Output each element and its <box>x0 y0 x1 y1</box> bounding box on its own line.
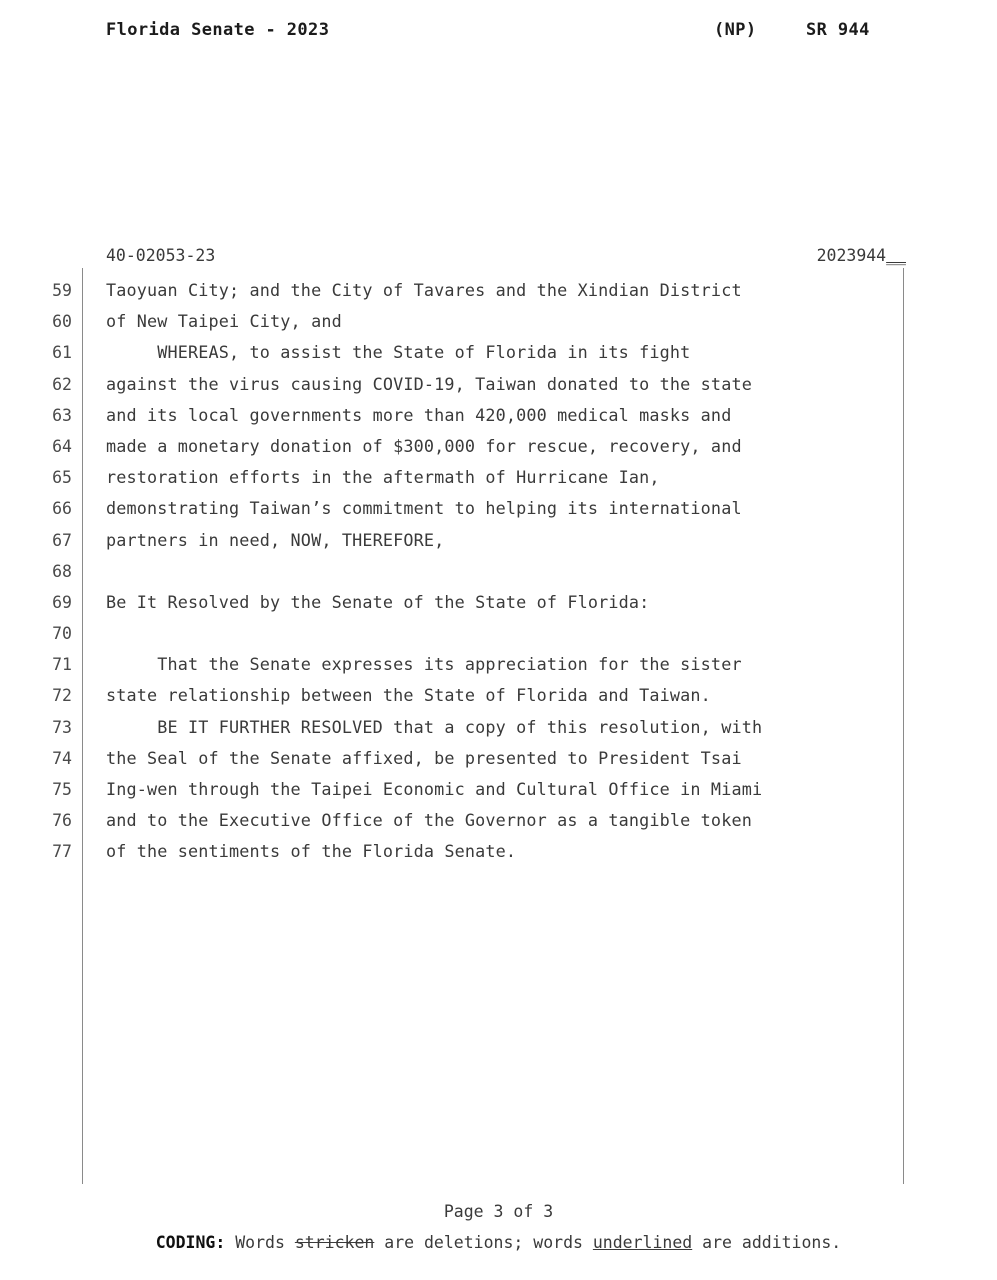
line-text: demonstrating Taiwan’s commitment to helping its international <box>106 498 742 519</box>
bill-id-row <box>106 246 906 270</box>
line-text: of the sentiments of the Florida Senate. <box>106 841 517 862</box>
line-number: 62 <box>52 374 72 394</box>
coding-legend-part3: are additions. <box>692 1233 842 1252</box>
line-number: 61 <box>52 343 72 363</box>
line-row <box>0 618 997 649</box>
line-number: 60 <box>52 312 72 332</box>
line-text: partners in need, NOW, THEREFORE, <box>106 529 445 550</box>
line-number: 77 <box>52 842 72 862</box>
resolution-body <box>0 275 997 868</box>
line-text: against the virus causing COVID-19, Taiwan donated to the state <box>106 373 752 394</box>
line-row <box>0 743 997 774</box>
line-row <box>0 275 997 306</box>
line-text: of New Taipei City, and <box>106 311 342 332</box>
line-text: Ing-wen through the Taipei Economic and Cultural Office in Miami <box>106 779 763 799</box>
line-number: 74 <box>52 748 72 768</box>
line-text: made a monetary donation of $300,000 for rescue, recovery, and <box>106 435 742 456</box>
coding-legend-underlined-sample: underlined <box>592 1233 693 1252</box>
line-text: restoration efforts in the aftermath of Hurricane Ian, <box>106 467 660 488</box>
line-row <box>0 836 997 867</box>
line-number: 71 <box>52 655 72 675</box>
coding-legend-part1: Words <box>225 1233 295 1252</box>
line-number: 72 <box>52 686 72 706</box>
bill-filing-number <box>817 246 906 265</box>
line-number: 69 <box>52 592 72 612</box>
line-row <box>0 774 997 805</box>
line-text: and to the Executive Office of the Governor as a tangible token <box>106 810 752 831</box>
header-bill-number: SR 944 <box>806 20 870 40</box>
line-number: 73 <box>52 717 72 737</box>
line-text: Be It Resolved by the Senate of the State of Florida: <box>106 591 650 612</box>
line-row <box>0 431 997 462</box>
line-text: and its local governments more than 420,000 medical masks and <box>106 404 732 425</box>
line-number: 59 <box>52 281 72 300</box>
line-number: 75 <box>52 780 72 799</box>
coding-legend <box>0 1233 997 1252</box>
line-row <box>0 587 997 618</box>
header-chamber-year: Florida Senate - 2023 <box>106 20 330 40</box>
line-row <box>0 462 997 493</box>
line-number: 63 <box>52 405 72 425</box>
line-row <box>0 337 997 368</box>
bill-filing-number-value: 2023944 <box>816 246 887 265</box>
line-row <box>0 649 997 680</box>
document-header <box>106 20 903 46</box>
line-number: 68 <box>52 561 72 581</box>
coding-legend-stricken-sample: stricken <box>294 1233 375 1252</box>
line-row <box>0 493 997 524</box>
line-text: BE IT FURTHER RESOLVED that a copy of this resolution, with <box>106 716 763 737</box>
line-number: 64 <box>52 436 72 456</box>
line-row <box>0 525 997 556</box>
line-row <box>0 400 997 431</box>
line-row <box>0 712 997 743</box>
line-text: Taoyuan City; and the City of Tavares and the Xindian District <box>106 280 742 300</box>
line-text: state relationship between the State of Florida and Taiwan. <box>106 685 711 706</box>
line-number: 65 <box>52 468 72 488</box>
coding-legend-label: CODING: <box>155 1233 226 1252</box>
line-number: 67 <box>52 530 72 550</box>
header-designation: (NP) <box>714 20 757 40</box>
page-indicator: Page 3 of 3 <box>443 1202 554 1221</box>
bill-draft-id: 40-02053-23 <box>106 246 216 265</box>
line-row <box>0 680 997 711</box>
line-row <box>0 306 997 337</box>
coding-legend-part2: are deletions; words <box>374 1233 593 1252</box>
line-row <box>0 556 997 587</box>
line-number: 76 <box>52 811 72 831</box>
line-row <box>0 369 997 400</box>
line-text: That the Senate expresses its appreciation for the sister <box>106 654 742 675</box>
line-row <box>0 805 997 836</box>
line-number: 70 <box>52 624 72 644</box>
bill-filing-number-blank: __ <box>886 246 906 265</box>
line-number: 66 <box>52 499 72 519</box>
line-text: WHEREAS, to assist the State of Florida in its fight <box>106 342 691 363</box>
line-text: the Seal of the Senate affixed, be presented to President Tsai <box>106 747 742 768</box>
